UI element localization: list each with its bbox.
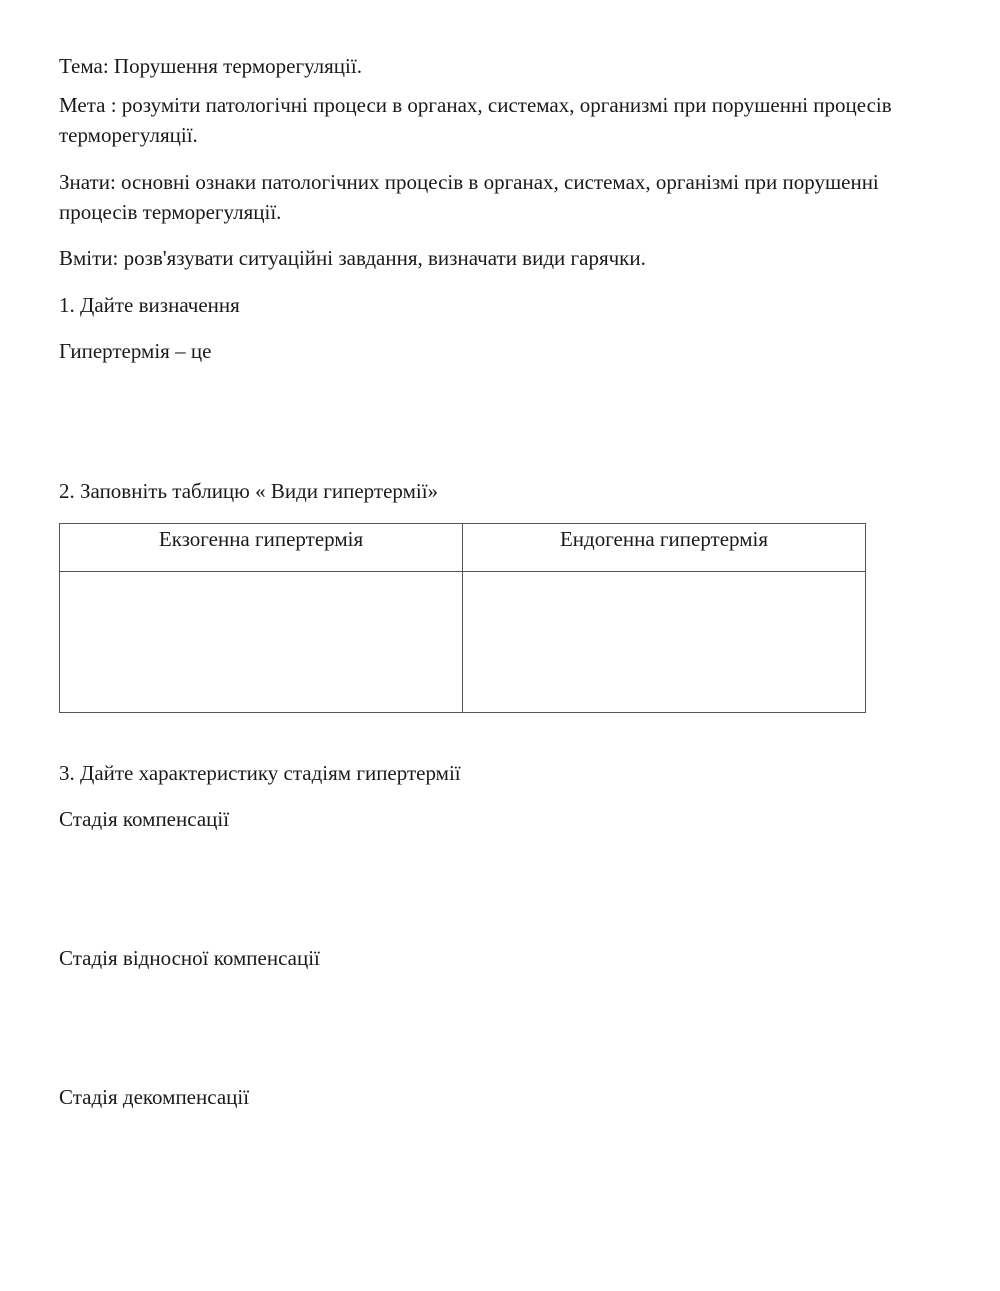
know-paragraph: Знати: основні ознаки патологічних процесів в органах, системах, організмі при порушенні процесів терморегуляції. bbox=[59, 170, 879, 224]
stage-decompensation-label: Стадія декомпенсації bbox=[59, 1085, 250, 1109]
stage-compensation-label: Стадія компенсації bbox=[59, 807, 230, 831]
table-row bbox=[60, 572, 866, 713]
table-cell-endogenous bbox=[463, 572, 866, 713]
task1-title: 1. Дайте визначення bbox=[59, 293, 240, 317]
hyperthermia-types-table bbox=[59, 523, 866, 713]
task2-title: 2. Заповніть таблицю « Види гипертермії» bbox=[59, 479, 439, 503]
column-header-exogenous: Екзогенна гипертермія bbox=[60, 524, 463, 572]
task3-title: 3. Дайте характеристику стадіям гипертермії bbox=[59, 761, 461, 785]
goal-paragraph: Мета : розуміти патологічні процеси в органах, системах, организмі при порушенні процесів терморегуляції. bbox=[59, 93, 892, 147]
stage-relative-compensation-label: Стадія відносної компенсації bbox=[59, 946, 320, 970]
table-cell-exogenous bbox=[60, 572, 463, 713]
hyperthermia-definition-prompt: Гипертермія – це bbox=[59, 339, 212, 363]
column-header-endogenous: Ендогенна гипертермія bbox=[463, 524, 866, 572]
table-header-row bbox=[60, 524, 866, 572]
topic-line: Тема: Порушення терморегуляції. bbox=[59, 54, 362, 78]
skills-line: Вміти: розв'язувати ситуаційні завдання, визначати види гарячки. bbox=[59, 246, 646, 270]
